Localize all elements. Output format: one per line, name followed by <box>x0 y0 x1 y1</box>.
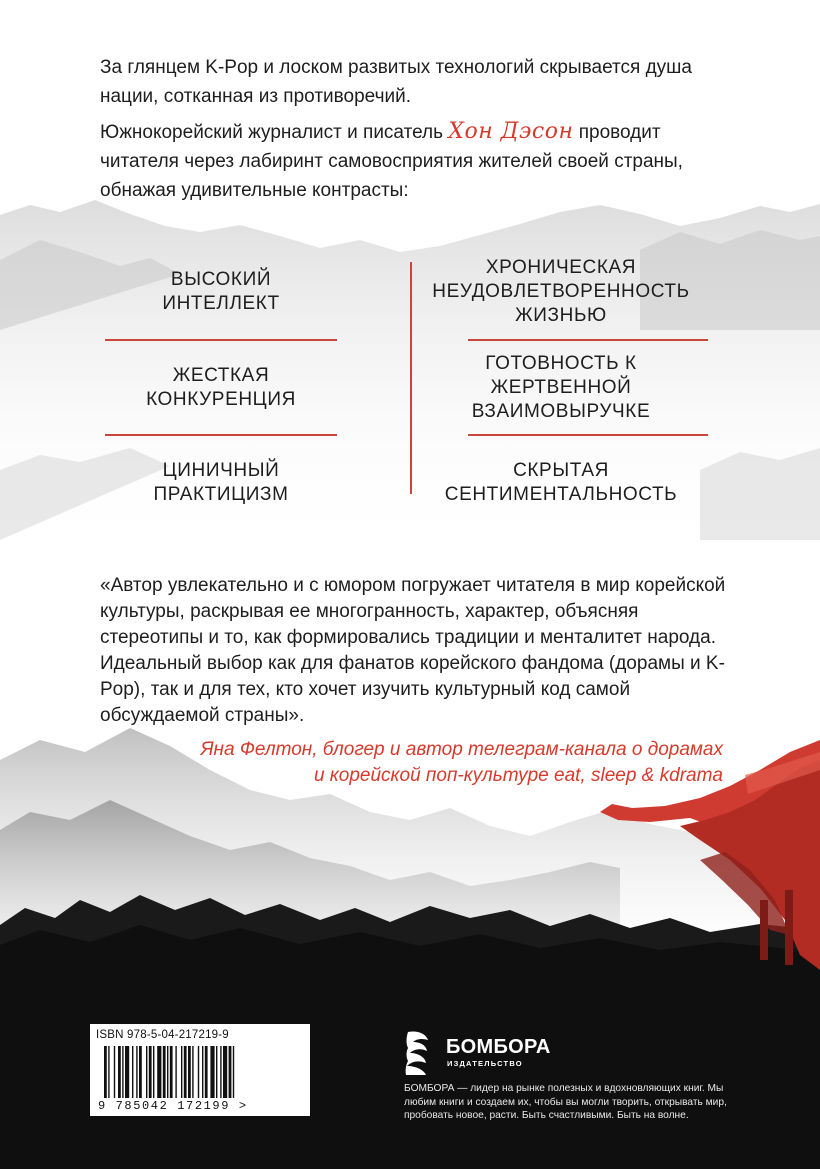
barcode-bar <box>114 1046 115 1098</box>
barcode-bar <box>198 1046 199 1098</box>
publisher-name: БОМБОРА <box>446 1036 551 1058</box>
barcode-bar <box>149 1046 152 1098</box>
review-quote: «Автор увлекательно и с юмором погружает читателя в мир корейской культуры, раскрывая ее многогранность, характер, объясняя стереотипы и то, как формировались традиции и менталитет народа. Идеальный выбор как для фанатов корейского фандома (дорамы и K-Pop), так и для тех, кто хочет изучить культурный код самой обсуждаемой страны». <box>100 575 726 726</box>
barcode-digits: 9 785042 172199 > <box>98 1099 248 1113</box>
barcode-bar <box>220 1046 221 1098</box>
quote-attribution-line-1: Яна Фелтон, блогер и автор телеграм-канала о дорамах <box>200 739 723 760</box>
barcode-bar <box>223 1046 227 1098</box>
contrast-right-2: ГОТОВНОСТЬ К ЖЕРТВЕННОЙ ВЗАИМОВЫРУЧКЕ <box>471 353 651 422</box>
barcode-bar <box>153 1046 154 1098</box>
barcode-bar <box>170 1046 173 1098</box>
barcode-bar <box>205 1046 208 1098</box>
barcode-bar <box>157 1046 161 1098</box>
barcode-icon <box>104 1046 296 1098</box>
publisher-description: БОМБОРА — лидер на рынке полезных и вдохновляющих книг. Мы любим книги и создаем их, чтобы вы могли творить, открывать мир, пробовать новое, расти. Быть счастливыми. Быть на волне. <box>404 1083 727 1121</box>
barcode-bar <box>163 1046 166 1098</box>
barcode-bar <box>136 1046 137 1098</box>
contrast-divider-right-1 <box>468 339 708 341</box>
barcode-bar <box>202 1046 203 1098</box>
isbn-number: ISBN 978-5-04-217219-9 <box>96 1029 229 1041</box>
barcode-bar <box>108 1046 109 1098</box>
quote-attribution <box>103 737 723 789</box>
intro-paragraph: За глянцем K-Pop и лоском развитых технологий скрывается душа нации, сотканная из противоречий. <box>100 57 692 107</box>
contrast-right-3: СКРЫТАЯ СЕНТИМЕНТАЛЬНОСТЬ <box>444 460 678 505</box>
contrast-left-2: ЖЕСТКАЯ КОНКУРЕНЦИЯ <box>146 365 296 410</box>
contrast-divider-left-1 <box>105 339 337 341</box>
barcode-bar <box>192 1046 193 1098</box>
intro-text-before-author: Южнокорейский журналист и писатель <box>100 122 449 143</box>
bombora-wave-logo-icon <box>404 1030 442 1076</box>
barcode-box <box>90 1024 310 1116</box>
barcode-bar <box>175 1046 176 1098</box>
contrast-divider-vertical <box>410 262 412 494</box>
barcode-bar <box>125 1046 129 1098</box>
barcode-bar <box>118 1046 121 1098</box>
contrast-left-1: ВЫСОКИЙ ИНТЕЛЛЕКТ <box>162 269 280 314</box>
barcode-bar <box>122 1046 123 1098</box>
barcode-bar <box>216 1046 217 1098</box>
barcode-bar <box>181 1046 182 1098</box>
contrast-divider-left-2 <box>105 434 337 436</box>
barcode-bar <box>139 1046 142 1098</box>
barcode-bar <box>210 1046 214 1098</box>
intro-text-after-author: проводит читателя через лабиринт самовосприятия жителей своей страны, обнажая удивительные контрасты: <box>100 122 683 201</box>
barcode-bar <box>132 1046 133 1098</box>
contrast-divider-right-2 <box>468 434 708 436</box>
barcode-bar <box>233 1046 234 1098</box>
barcode-bar <box>188 1046 191 1098</box>
intro-author-paragraph <box>100 117 740 205</box>
barcode-bar <box>229 1046 232 1098</box>
barcode-bar <box>104 1046 107 1098</box>
barcode-bar <box>167 1046 168 1098</box>
author-name: Хон Дэсон <box>448 119 574 144</box>
contrast-right-1: ХРОНИЧЕСКАЯ НЕУДОВЛЕТВОРЕННОСТЬ ЖИЗНЬЮ <box>432 257 690 326</box>
contrast-left-3: ЦИНИЧНЫЙ ПРАКТИЦИЗМ <box>153 460 289 505</box>
barcode-bar <box>184 1046 187 1098</box>
publisher-subtitle: ИЗДАТЕЛЬСТВО <box>447 1059 523 1068</box>
quote-attribution-line-2: и корейской поп-культуре eat, sleep & kdrama <box>313 765 723 786</box>
barcode-bar <box>146 1046 147 1098</box>
